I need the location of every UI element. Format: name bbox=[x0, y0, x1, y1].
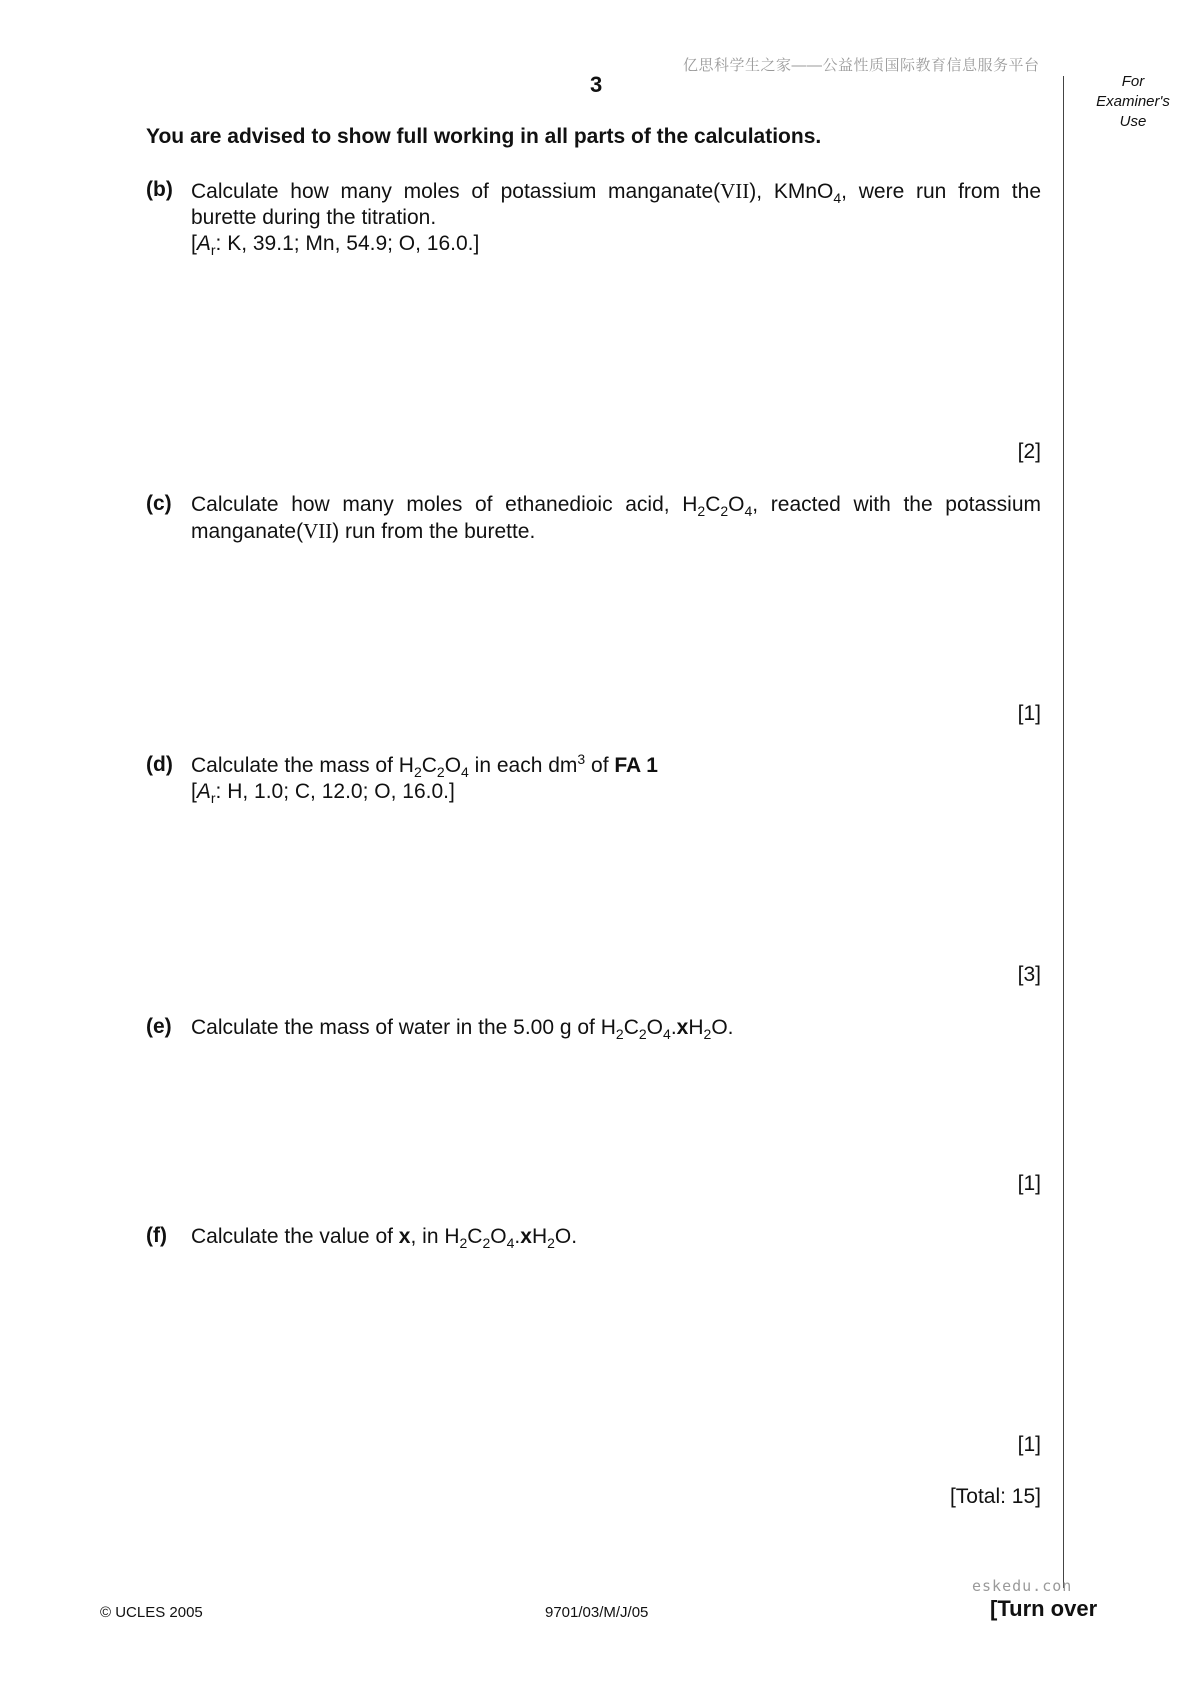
question-b-line-2: burette during the titration. bbox=[191, 206, 437, 229]
watermark-header: 亿思科学生之家——公益性质国际教育信息服务平台 bbox=[683, 57, 1040, 74]
question-e-line-1: Calculate the mass of water in the 5.00 g of $H_2C_2O_4.xH_2O$. bbox=[191, 1016, 734, 1042]
question-d-label: (d) bbox=[146, 753, 173, 776]
question-c-text bbox=[191, 492, 1041, 545]
question-b-mark: [2] bbox=[1017, 440, 1041, 463]
question-b-text bbox=[191, 178, 1041, 257]
examiner-margin-line bbox=[1063, 76, 1064, 1588]
instruction-text: You are advised to show full working in all parts of the calculations. bbox=[146, 125, 822, 148]
examiner-line-3: Use bbox=[1119, 113, 1147, 130]
question-d-mark: [3] bbox=[1017, 963, 1041, 986]
question-b-line-1: Calculate how many moles of potassium manganate(VII), KMnO$_4$, were run from the bbox=[191, 179, 1041, 206]
page-number: 3 bbox=[590, 72, 603, 97]
copyright: © UCLES 2005 bbox=[100, 1604, 203, 1621]
question-c-line-1: Calculate how many moles of ethanedioic acid, $H_2C_2O_4$, reacted with the potassium bbox=[191, 493, 1041, 519]
question-f-text bbox=[191, 1224, 1041, 1250]
total-marks: [Total: 15] bbox=[949, 1485, 1041, 1508]
question-e-label: (e) bbox=[146, 1015, 172, 1038]
question-d-text bbox=[191, 753, 1041, 805]
question-f-mark: [1] bbox=[1017, 1433, 1041, 1456]
question-d-ar-data: [$A_r$: H, 1.0; C, 12.0; O, 16.0.] bbox=[191, 780, 455, 806]
question-e-mark: [1] bbox=[1017, 1172, 1041, 1195]
examiner-line-1: For bbox=[1121, 73, 1145, 90]
turn-over: [Turn over bbox=[990, 1596, 1098, 1621]
question-c-label: (c) bbox=[146, 492, 172, 515]
examiner-use-label bbox=[1090, 72, 1176, 132]
question-b-label: (b) bbox=[146, 178, 173, 201]
question-d-line-1: Calculate the mass of $H_2C_2O_4$ in each $dm^3$ of FA 1 bbox=[191, 751, 658, 780]
question-c-mark: [1] bbox=[1017, 702, 1041, 725]
question-b-ar-data: [$A_r$: K, 39.1; Mn, 54.9; O, 16.0.] bbox=[191, 232, 480, 258]
examiner-line-2: Examiner's bbox=[1096, 93, 1170, 110]
question-f-label: (f) bbox=[146, 1224, 167, 1247]
question-f-line-1: Calculate the value of x, in $H_2C_2O_4.xH_2O$. bbox=[191, 1225, 578, 1251]
watermark-footer: eskedu.con bbox=[972, 1577, 1073, 1595]
paper-code: 9701/03/M/J/05 bbox=[545, 1604, 649, 1621]
question-e-text bbox=[191, 1015, 1041, 1041]
question-c-line-2: manganate(VII) run from the burette. bbox=[191, 519, 536, 543]
